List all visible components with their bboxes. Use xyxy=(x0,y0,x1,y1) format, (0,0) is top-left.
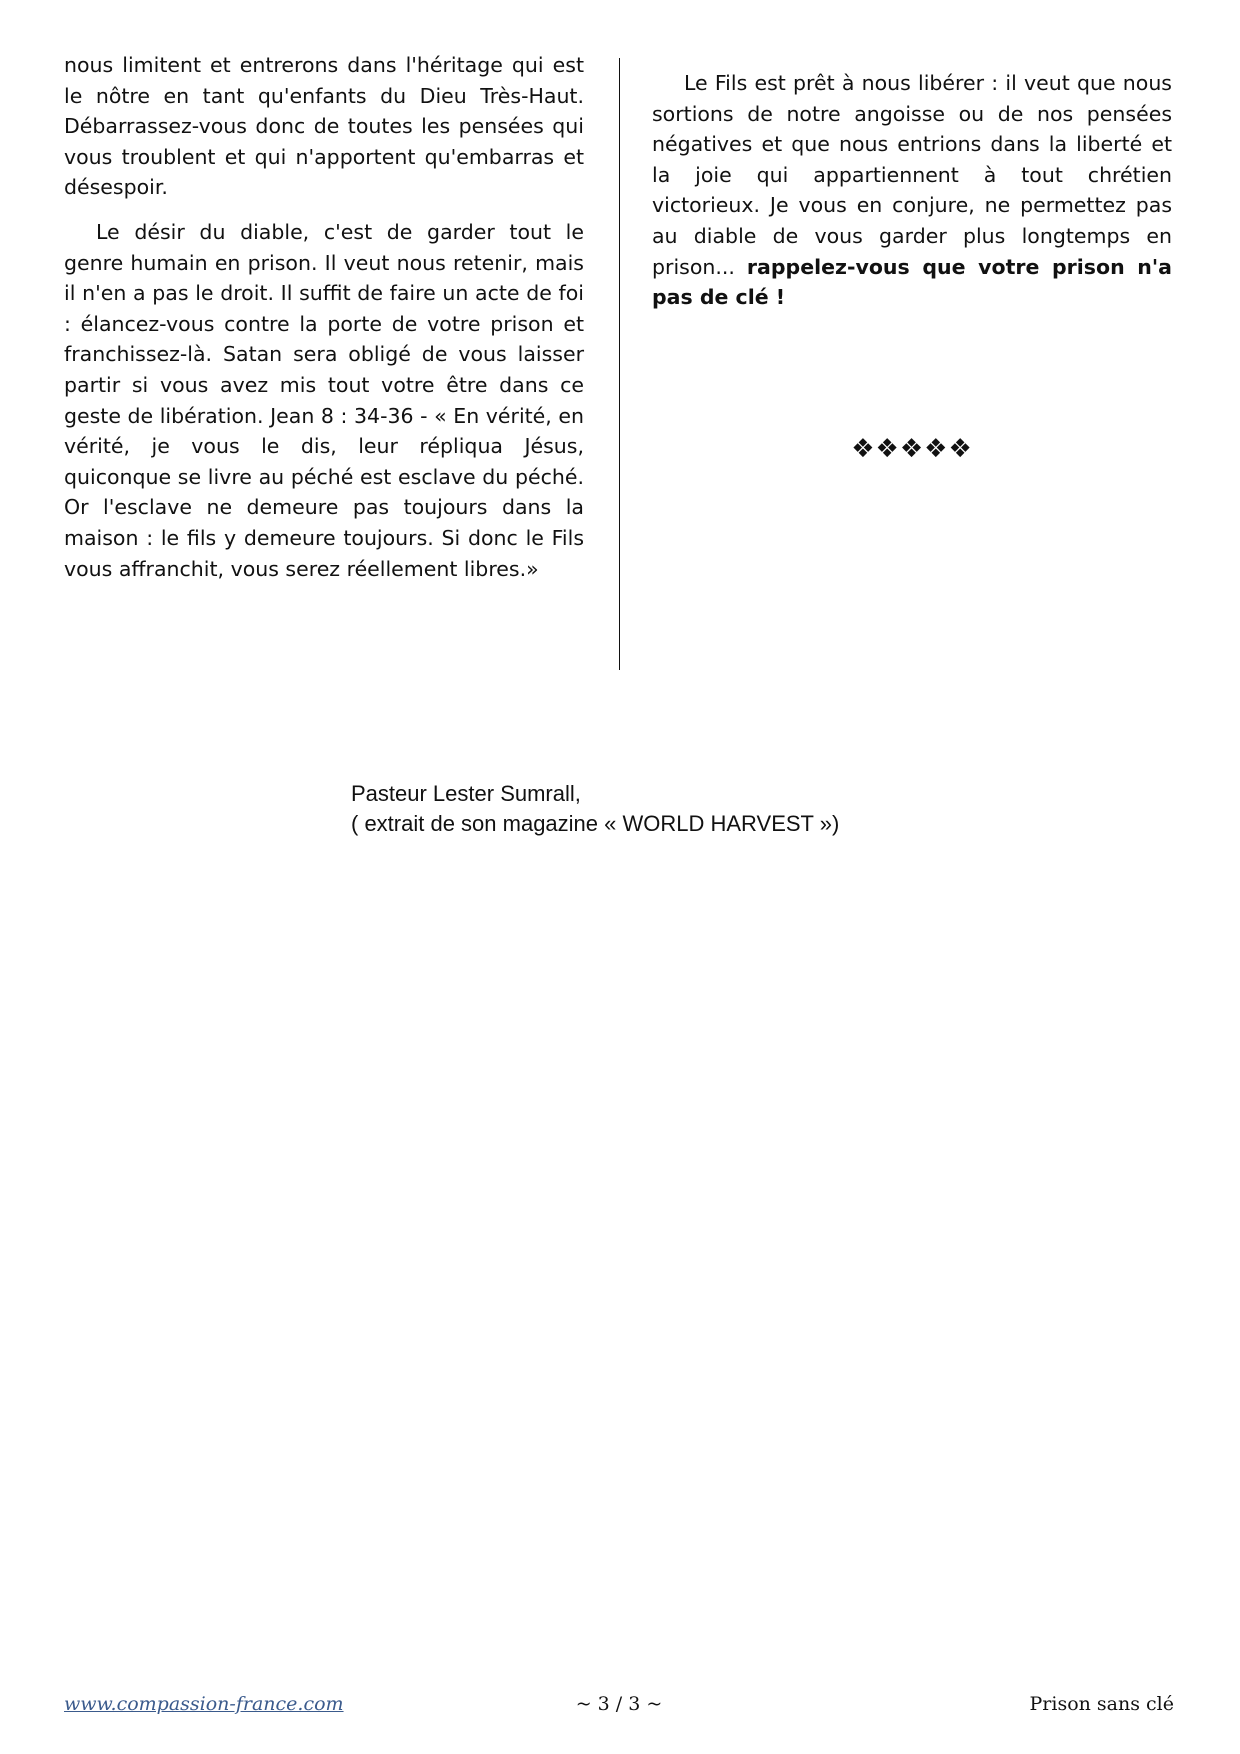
document-title: Prison sans clé xyxy=(1029,1693,1174,1715)
website-link[interactable]: www.compassion-france.com xyxy=(64,1693,344,1715)
page-footer xyxy=(64,1693,1174,1721)
signature-author: Pasteur Lester Sumrall, xyxy=(351,781,581,806)
signature-source: ( extrait de son magazine « WORLD HARVEST ») xyxy=(351,811,840,836)
right-paragraph-1-text: Le Fils est prêt à nous libérer : il veut que nous sortions de notre angoisse ou de nos pensées négatives et que nous entrions dans la liberté et la joie qui appartiennent à tout chrétien victorieux. Je vous en conjure, ne permettez pas au diable de vous garder plus longtemps en prison... xyxy=(652,71,1172,279)
page-number: ~ 3 / 3 ~ xyxy=(575,1693,663,1715)
ornament-container xyxy=(652,0,1172,500)
signature-block xyxy=(351,779,839,839)
column-divider xyxy=(619,58,620,670)
left-paragraph-1: nous limitent et entrerons dans l'héritage qui est le nôtre en tant qu'enfants du Dieu Très-Haut. Débarrassez-vous donc de toutes les pensées qui vous troublent et qui n'apportent qu'embarras et désespoir. xyxy=(64,53,584,200)
right-paragraph-1-bold: rappelez-vous que votre prison n'a pas de clé ! xyxy=(652,254,1173,310)
left-paragraph-2: Le désir du diable, c'est de garder tout le genre humain en prison. Il veut nous retenir, mais il n'en a pas le droit. Il suffit de faire un acte de foi : élancez-vous contre la porte de votre prison et franchissez-là. Satan sera obligé de vous laisser partir si vous avez mis tout votre être dans ce geste de libération. Jean 8 : 34-36 - « En vérité, en vérité, je vous le dis, leur répliqua Jésus, quiconque se livre au péché est esclave du péché. Or l'esclave ne demeure pas toujours dans la maison : le fils y demeure toujours. Si donc le Fils vous affranchit, vous serez réellement libres.» xyxy=(64,219,584,581)
diamond-ornament: ❖❖❖❖❖ xyxy=(851,434,973,464)
left-column xyxy=(64,50,584,598)
